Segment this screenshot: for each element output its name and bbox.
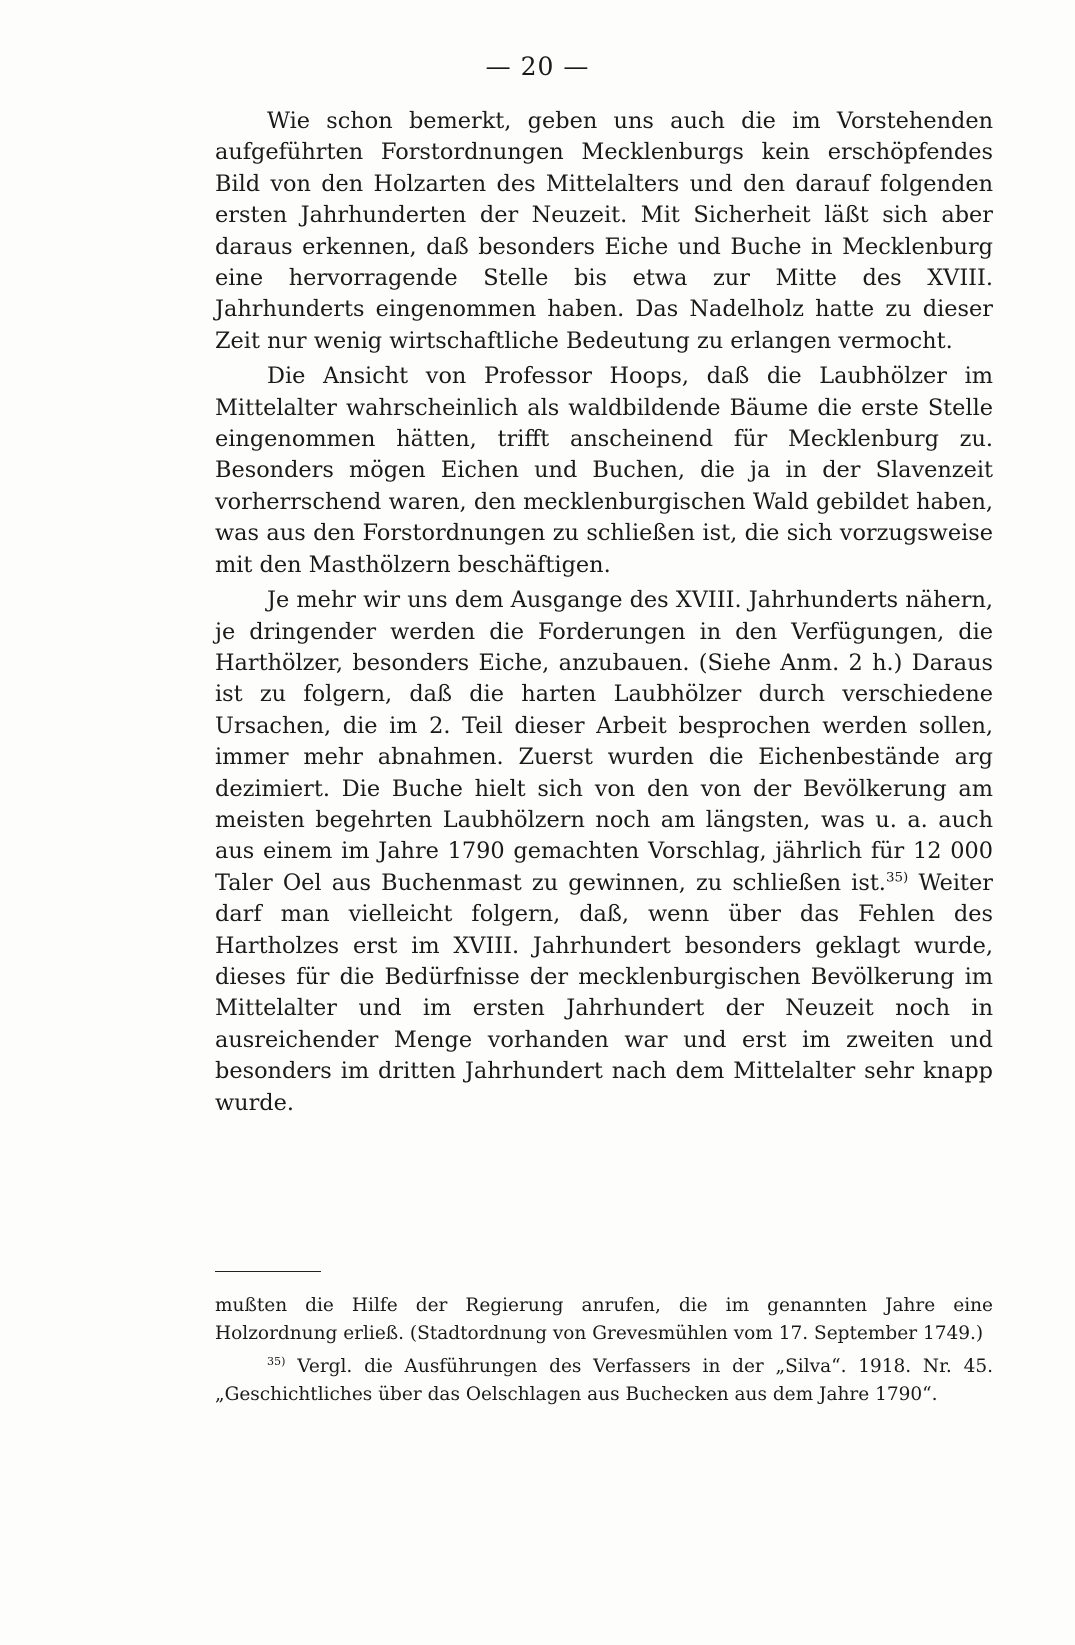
paragraph-3-part-1: Je mehr wir uns dem Ausgange des XVIII. Jahrhunderts nähern, je dringender werden die Forderungen in den Verfügungen, die Harthölzer, besonders Eiche, anzubauen. (Siehe Anm. 2 h.) Daraus ist zu folgern, daß die harten Laubhölzer durch verschiedene Ursachen, die im 2. Teil dieser Arbeit besprochen werden sollen, immer mehr abnahmen. Zuerst wurden die Eichenbestände arg dezimiert. Die Buche hielt sich von den von der Bevölkerung am meisten begehrten Laubhölzern noch am längsten, was u. a. auch aus einem im Jahre 1790 gemachten Vorschlag, jährlich für 12 000 Taler Oel aus Buchenmast zu gewinnen, zu schließen ist. <box>215 587 993 896</box>
footnote-marker-35: 35) <box>267 1355 286 1369</box>
footnotes <box>215 1292 993 1408</box>
main-text <box>215 106 993 1119</box>
paragraph-3-part-2: Weiter darf man vielleicht folgern, daß, wenn über das Fehlen des Hartholzes erst im XVIII. Jahrhundert besonders geklagt wurde, dieses für die Bedürfnisse der mecklenburgischen Bevölkerung im Mittelalter und im ersten Jahrhundert der Neuzeit noch in ausreichender Menge vorhanden war und erst im zweiten und besonders im dritten Jahrhundert nach dem Mittelalter sehr knapp wurde. <box>215 869 993 1116</box>
footnote-reference-35: 35) <box>885 870 909 886</box>
footnote-35-text: Vergl. die Ausführungen des Verfassers in der „Silva“. 1918. Nr. 45. „Geschichtliches über das Oelschlagen aus Buchecken aus dem Jahre 1790“. <box>215 1356 993 1405</box>
footnote-divider <box>215 1271 321 1272</box>
footnote-continuation: mußten die Hilfe der Regierung anrufen, die im genannten Jahre eine Holzordnung erließ. (Stadtordnung von Grevesmühlen vom 17. September 1749.) <box>215 1295 993 1344</box>
paragraph-3 <box>215 585 993 1119</box>
paragraph-2: Die Ansicht von Professor Hoops, daß die Laubhölzer im Mittelalter wahrscheinlich als waldbildende Bäume die erste Stelle eingenommen hätten, trifft anscheinend für Mecklenburg zu. Besonders mögen Eichen und Buchen, die ja in der Slavenzeit vorherrschend waren, den mecklenburgischen Wald gebildet haben, was aus den Forstordnungen zu schließen ist, die sich vorzugsweise mit den Masthölzern beschäftigen. <box>215 363 993 578</box>
footnote-35 <box>215 1353 993 1408</box>
page-number: — 20 — <box>485 52 590 81</box>
paragraph-1: Wie schon bemerkt, geben uns auch die im Vorstehenden aufgeführten Forstordnungen Mecklenburgs kein erschöpfendes Bild von den Holzarten des Mittelalters und den darauf folgenden ersten Jahrhunderten der Neuzeit. Mit Sicherheit läßt sich aber daraus erkennen, daß besonders Eiche und Buche in Mecklenburg eine hervorragende Stelle bis etwa zur Mitte des XVIII. Jahrhunderts eingenommen haben. Das Nadelholz hatte zu dieser Zeit nur wenig wirtschaftliche Bedeutung zu erlangen vermocht. <box>215 108 993 354</box>
